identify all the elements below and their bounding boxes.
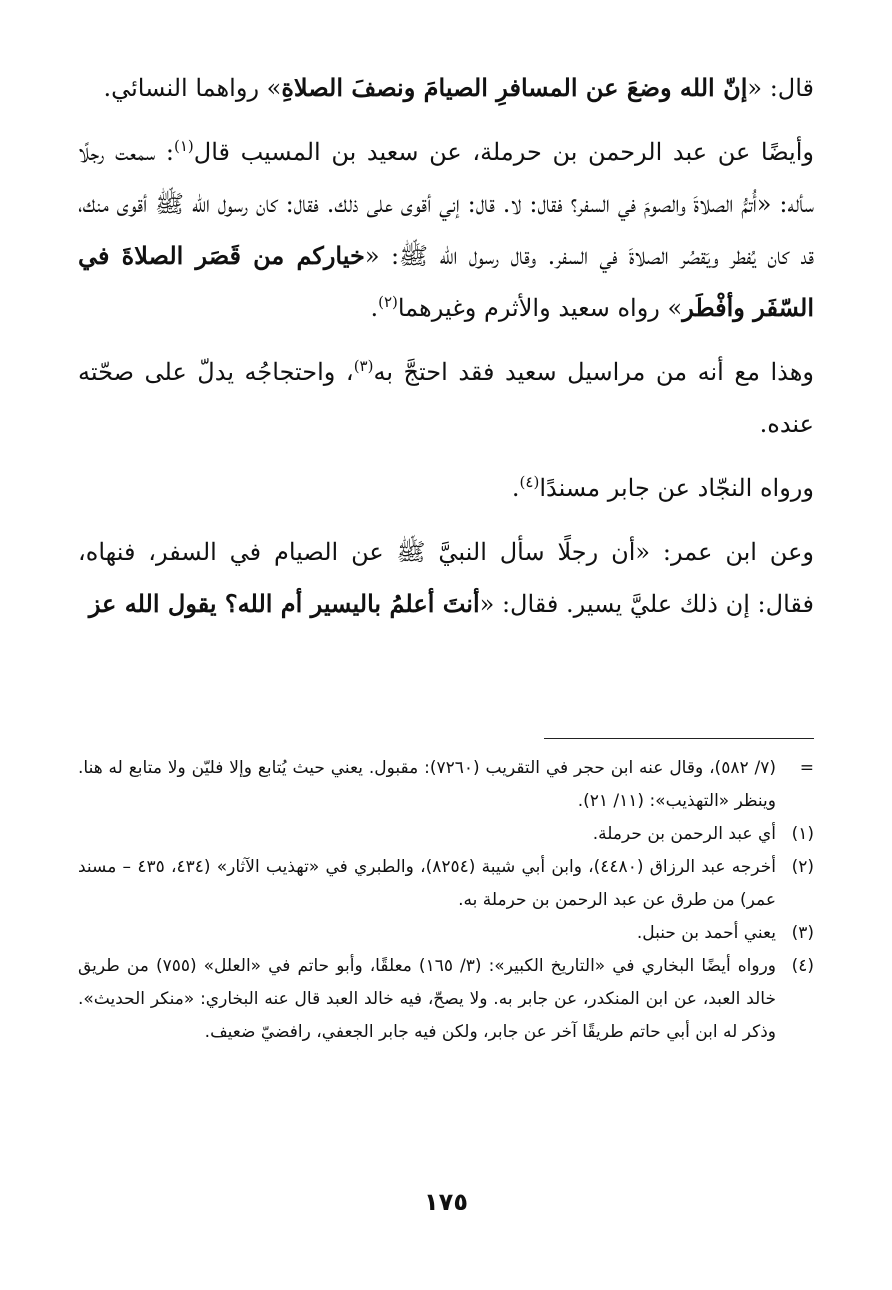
footnote-4 <box>78 950 814 1049</box>
text-run: ، واحتجاجُه يدلّ على صحّته عنده. <box>78 358 814 438</box>
footnote-separator <box>544 738 814 739</box>
footnote-ref: (٢) <box>378 293 398 311</box>
paragraph-2 <box>78 126 814 334</box>
footnotes <box>78 752 814 1049</box>
footnote-ref: (١) <box>173 137 194 155</box>
text-run: » رواه سعيد والأثرم وغيرهما <box>397 294 683 322</box>
text-run: قال: « <box>747 74 814 102</box>
footnote-text: أخرجه عبد الرزاق (٤٤٨٠)، وابن أبي شيبة (٨٢٥٤)، والطبري في «تهذيب الآثار» (٤٣٤، ٤٣٥ – مسند عمر) من طرق عن عبد الرحمن بن حرملة به. <box>78 857 777 910</box>
text-run: . <box>511 474 520 502</box>
hadith-quote: أنتَ أعلمُ باليسير أم الله؟ يقول الله عز <box>88 589 480 618</box>
paragraph-1 <box>78 62 814 114</box>
text-run: . <box>370 294 379 322</box>
text-run: » رواهما النسائي. <box>103 74 282 102</box>
page-number: ١٧٥ <box>424 1188 468 1216</box>
footnote-continuation <box>78 752 814 818</box>
paragraph-5 <box>78 526 814 630</box>
footnote-number: (١) <box>791 824 814 844</box>
footnote-number: (٢) <box>791 857 814 877</box>
footnote-number: (٣) <box>791 923 814 943</box>
footnote-number: (٤) <box>791 956 814 976</box>
footnote-ref: (٤) <box>519 473 540 491</box>
text-run: وأيضًا عن عبد الرحمن بن حرملة، عن سعيد بن المسيب قال <box>193 138 814 166</box>
footnote-text: أي عبد الرحمن بن حرملة. <box>592 824 776 844</box>
text-run: ورواه النجّاد عن جابر مسندًا <box>539 474 814 502</box>
hadith-quote: إنّ الله وضعَ عن المسافرِ الصيامَ ونصفَ الصلاةِ <box>281 73 748 102</box>
footnote-3 <box>78 917 814 950</box>
text-run: وهذا مع أنه من مراسيل سعيد فقد احتجَّ به <box>373 358 815 386</box>
footnote-1 <box>78 818 814 851</box>
text-run: : سمعت رجلًا سأله: «أُتمُّ الصلاةَ والصومَ في السفر؟ فقال: لا. قال: إني أقوى على ذلك. فقال: كان رسول الله ﷺ أقوى منك، قد كان يُفطر ويَقصُر الصلاةَ في السفر. وقال رسول الله ﷺ: « <box>78 138 815 270</box>
paragraph-3 <box>78 346 814 450</box>
footnote-2 <box>78 851 814 917</box>
hadith-quote: خياركم من قَصَر الصلاةَ في السّفَر وأفْطَر <box>78 241 814 322</box>
footnote-number: = <box>799 758 814 778</box>
main-text <box>78 62 814 630</box>
footnote-text: (٧/ ٥٨٢)، وقال عنه ابن حجر في التقريب (٧٢٦٠): مقبول. يعني حيث يُتابع وإلا فليّن ولا متابع له هنا. وينظر «التهذيب»: (١١/ ٢١). <box>78 758 777 811</box>
footnote-ref: (٣) <box>353 357 374 375</box>
footnote-text: يعني أحمد بن حنبل. <box>636 923 776 943</box>
paragraph-4 <box>78 462 814 514</box>
footnote-text: ورواه أيضًا البخاري في «التاريخ الكبير»: (٣/ ١٦٥) معلقًا، وأبو حاتم في «العلل» (٧٥٥) من طريق خالد العبد، عن ابن المنكدر، عن جابر به. ولا يصحّ، فيه خالد العبد قال عنه البخاري: «منكر الحديث». وذكر له ابن أبي حاتم طريقًا آخر عن جابر، ولكن فيه جابر الجعفي، رافضيّ ضعيف. <box>78 956 776 1042</box>
text-run: وعن ابن عمر: «أن رجلًا سأل النبيَّ ﷺ عن الصيام في السفر، فنهاه، فقال: إن ذلك عليَّ يسير. فقال: « <box>78 538 814 618</box>
